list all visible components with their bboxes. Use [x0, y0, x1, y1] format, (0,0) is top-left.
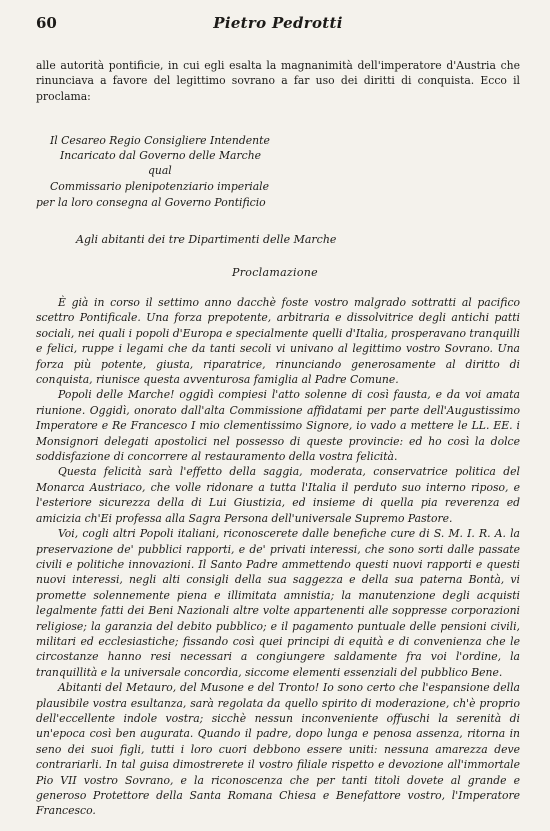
intro-paragraph — [36, 58, 520, 104]
proclamation-title: Proclamazione — [232, 266, 318, 279]
intro-text: alle autorità pontificie, in cui egli esalta la magnanimità dell'imperatore d'Austria che rinunciava a favore del legittimo sovrano a far uso dei diritti di conquista. Ecco il proclama: — [36, 59, 520, 103]
page-number: 60 — [36, 14, 57, 32]
title-line: Incaricato dal Governo delle Marche — [60, 149, 262, 162]
title-line: per la loro consegna al Governo Pontificio — [36, 196, 266, 209]
title-line: Commissario plenipotenziario imperiale — [50, 180, 270, 193]
body-paragraph: Questa felicità sarà l'effetto della saggia, moderata, conservatrice politica del Monarca Austriaco, che volle ridonare a tutta l'Italia il perduto suo interno riposo, e l'esteriore sicurezza della di Lui Giustizia, ed insieme di quella pia reverenza ed amicizia ch'Ei professa alla Sagra Persona dell'universale Supremo Pastore. — [36, 465, 520, 525]
running-head: Pietro Pedrotti — [213, 14, 343, 32]
body-paragraph: Popoli delle Marche! oggidì compiesi l'atto solenne di così fausta, e da voi amata riunione. Oggidì, onorato dall'alta Commissione affidatami per parte dell'Augustissimo Imperatore e Re Francesco I mio clementissimo Signore, io vado a mettere le LL. EE. i Monsignori delegati apostolici nel possesso di queste provincie: ed ho così la dolce soddisfazione di concorrere al restauramento della vostra felicità. — [36, 388, 520, 464]
title-line: qual — [148, 164, 172, 177]
body-paragraph: Voi, cogli altri Popoli italiani, riconoscerete dalle benefiche cure di S. M. I. R. A. la preservazione de' pubblici rapporti, e de' privati interessi, che sono sorti dalle passate civili e politiche innovazioni. Il Santo Padre ammettendo questi nuovi rapporti e questi nuovi interessi, negli alti consigli della sua saggezza e della sua paterna Bontà, vi promette solennemente piena e illimitata amnistia; la manutenzione degli acquisti legalmente fatti dei Beni Nazionali altre volte appartenenti alle soppresse corporazioni religiose; la garanzia del debito pubblico; e il pagamento puntuale delle pensioni civili, militari ed ecclesiastiche; fissando così quei principi di equità e di convenienza che le circostanze hanno resi necessari a congiungere saldamente fra voi l'ordine, la tranquillità e la universale concordia, siccome elementi essenziali del pubblico Bene. — [36, 527, 520, 679]
page-header — [36, 14, 520, 36]
body-paragraph: Abitanti del Metauro, del Musone e del Tronto! Io sono certo che l'espansione della plausibile vostra esultanza, sarà regolata da quello spirito di moderazione, ch'è proprio dell'eccellente indole vostra; sicchè nessun inconveniente offuschi la serenità di un'epoca così ben augurata. Quando il padre, dopo lunga e penosa assenza, ritorna in seno dei suoi figli, tutti i loro cuori debbono essere uniti: nessuna amarezza deve contrariarli. In tal guisa dimostrerete il vostro filiale rispetto e devozione all'immortale Pio VII vostro Sovrano, e la riconoscenza che per tanti titoli dovete al grande e generoso Protettore della Santa Romana Chiesa e Benefattore vostro, l'Imperatore Francesco. — [36, 681, 520, 818]
body-paragraph: È già in corso il settimo anno dacchè foste vostro malgrado sottratti al pacifico scettro Pontificale. Una forza prepotente, arbitraria e dissolvitrice degli antichi patti sociali, nei quali i popoli d'Europa e specialmente quelli d'Italia, prosperavano tranquilli e felici, ruppe i legami che da tanti secoli vi univano al legittimo vostro Sovrano. Una forza più potente, giusta, riparatrice, rinunciando generosamente al diritto di conquista, riunisce questa avventurosa famiglia al Padre Comune. — [36, 296, 520, 387]
addressee: Agli abitanti dei tre Dipartimenti delle Marche — [76, 233, 337, 246]
title-line: Il Cesareo Regio Consigliere Intendente — [50, 134, 270, 147]
proclamation-body — [36, 295, 520, 819]
